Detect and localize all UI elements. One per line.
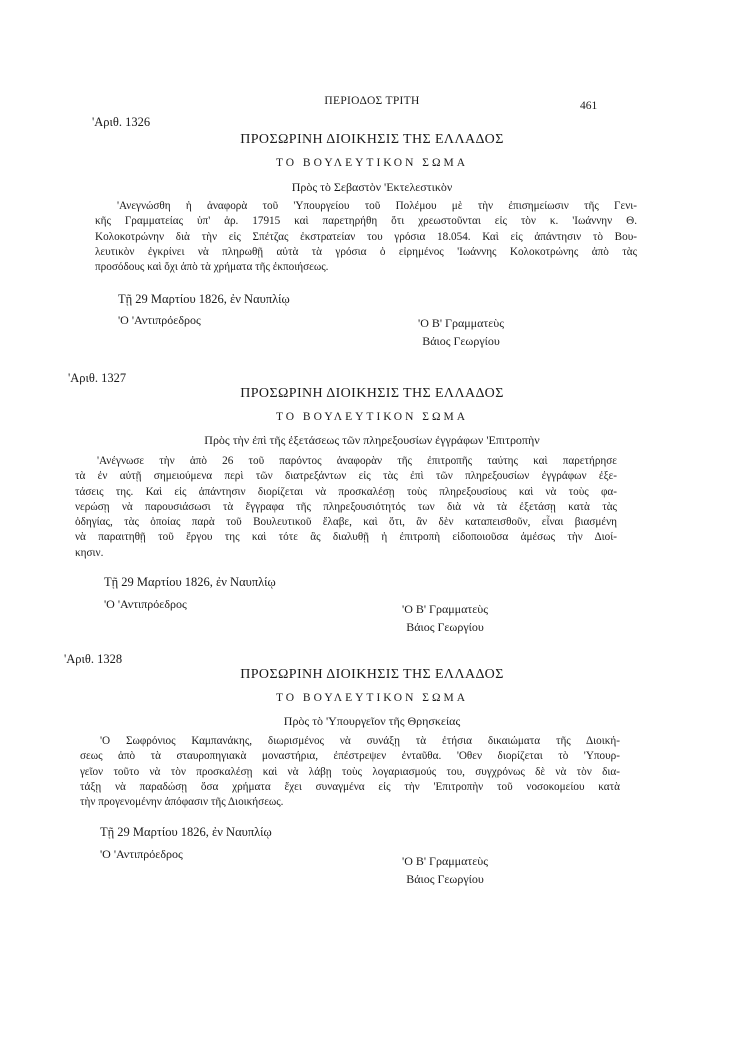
document-number: 'Αριθ. 1327 bbox=[68, 371, 127, 385]
secretary-name: Βάιος Γεωργίου bbox=[422, 334, 500, 348]
body-line: προσόδους καὶ ὄχι ἀπὸ τὰ χρήματα τῆς ἐκποιήσεως. bbox=[95, 261, 329, 274]
document-body bbox=[80, 734, 620, 810]
body-line: λευτικὸν ἐγκρίνει νὰ πληρωθῇ αὐτὰ τὰ γρόσια ὁ εἰρημένος 'Ιωάννης Κολοκοτρώνης ἀπὸ τὰς bbox=[95, 245, 637, 258]
document-addressee: Πρὸς τὴν ἐπὶ τῆς ἐξετάσεως τῶν πληρεξουσίων ἐγγράφων 'Επιτροπὴν bbox=[204, 433, 540, 447]
document-number: 'Αριθ. 1328 bbox=[64, 652, 123, 666]
secretary-title: 'Ο Β' Γραμματεὺς bbox=[418, 316, 504, 330]
body-line: 'Ανέγνωσε τὴν ἀπὸ 26 τοῦ παρόντος ἀναφορὰν τῆς ἐπιτροπῆς ταύτης καὶ παρετήρησε bbox=[97, 455, 617, 467]
document-addressee: Πρὸς τὸ 'Υπουργεῖον τῆς Θρησκείας bbox=[283, 714, 461, 728]
body-line: γεῖον τοῦτο νὰ τὸν προσκαλέσῃ καὶ νὰ λάβῃ τοὺς λογαριασμούς του, συγχρόνως δὲ νὰ τὸν δια- bbox=[80, 765, 620, 778]
secretary-name: Βάιος Γεωργίου bbox=[406, 620, 484, 634]
signature-vice-president: 'Ο 'Αντιπρόεδρος bbox=[104, 597, 187, 611]
document-subtitle: ΤΟ ΒΟΥΛΕΥΤΙΚΟΝ ΣΩΜΑ bbox=[275, 411, 469, 423]
secretary-title: 'Ο Β' Γραμματεὺς bbox=[402, 854, 488, 868]
body-line: 'Ανεγνώσθη ἡ ἀναφορὰ τοῦ 'Υπουργείου τοῦ Πολέμου μὲ τὴν ἐπισημείωσιν τῆς Γενι- bbox=[117, 200, 637, 212]
body-line: τάσεις της. Καὶ εἰς ἀπάντησιν διορίζεται νὰ προσκαλέσῃ τοὺς πληρεξουσίους καὶ νὰ τοὺς φα- bbox=[75, 485, 617, 498]
document-body bbox=[95, 199, 637, 275]
secretary-title: 'Ο Β' Γραμματεὺς bbox=[402, 602, 488, 616]
signature-vice-president: 'Ο 'Αντιπρόεδρος bbox=[100, 847, 183, 861]
document-subtitle: ΤΟ ΒΟΥΛΕΥΤΙΚΟΝ ΣΩΜΑ bbox=[275, 157, 469, 169]
document-body bbox=[75, 454, 617, 561]
body-line: σεως ἀπὸ τὰ σταυροπηγιακὰ μοναστήρια, ἐπέστρεψεν ἐνταῦθα. 'Οθεν διορίζεται τὸ 'Υπουρ- bbox=[80, 750, 620, 763]
document-title: ΠΡΟΣΩΡΙΝΗ ΔΙΟΙΚΗΣΙΣ ΤΗΣ ΕΛΛΑΔΟΣ bbox=[240, 132, 504, 147]
body-line: κῆς Γραμματείας ὑπ' ἀρ. 17915 καὶ παρετηρήθη ὅτι χρεωστοῦνται εἰς τὸν κ. 'Ιωάννην Θ. bbox=[95, 215, 637, 228]
running-head: ΠΕΡΙΟΔΟΣ ΤΡΙΤΗ bbox=[324, 95, 420, 107]
document-date: Τῇ 29 Μαρτίου 1826, ἐν Ναυπλίῳ bbox=[118, 292, 290, 306]
document-title: ΠΡΟΣΩΡΙΝΗ ΔΙΟΙΚΗΣΙΣ ΤΗΣ ΕΛΛΑΔΟΣ bbox=[240, 386, 504, 401]
document-number: 'Αριθ. 1326 bbox=[92, 115, 151, 129]
signature-secretary bbox=[380, 600, 510, 636]
body-line: τὴν προγενομένην ἀπόφασιν τῆς Διοικήσεως. bbox=[80, 796, 284, 809]
document-date: Τῇ 29 Μαρτίου 1826, ἐν Ναυπλίῳ bbox=[100, 825, 272, 839]
signature-secretary bbox=[380, 852, 510, 888]
body-line: νερώσῃ νὰ παρουσιάσωσι τὰ ἔγγραφα τῆς πληρεξουσιότητός των διὰ νὰ τὰ ἐξετάσῃ κατὰ τὰς bbox=[75, 500, 617, 513]
body-line: ὁδηγίας, τὰς ὁποίας παρὰ τοῦ Βουλευτικοῦ ἔλαβε, καὶ ὅτι, ἂν δὲν καταπεισθοῦν, εἶναι βιασμένη bbox=[75, 516, 617, 529]
document-title: ΠΡΟΣΩΡΙΝΗ ΔΙΟΙΚΗΣΙΣ ΤΗΣ ΕΛΛΑΔΟΣ bbox=[240, 667, 504, 682]
body-line: τὰ ἐν αὐτῇ σημειούμενα περὶ τῶν διατρεξάντων εἰς τὰς ἐπὶ τῶν πληρεξουσίων ἐγγράφων ἐξε- bbox=[75, 470, 617, 483]
secretary-name: Βάιος Γεωργίου bbox=[406, 872, 484, 886]
signature-vice-president: 'Ο 'Αντιπρόεδρος bbox=[118, 313, 201, 327]
body-line: 'Ο Σωφρόνιος Καμπανάκης, διωρισμένος νὰ συνάξῃ τὰ ἐτήσια δικαιώματα τῆς Διοική- bbox=[100, 735, 620, 747]
body-line: νὰ παραιτηθῇ τοῦ ἔργου της καὶ τότε ἂς διαλυθῇ ἡ ἐπιτροπὴ εἰδοποιοῦσα ἀμέσως τὴν Διοί- bbox=[75, 531, 617, 544]
document-subtitle: ΤΟ ΒΟΥΛΕΥΤΙΚΟΝ ΣΩΜΑ bbox=[275, 692, 469, 704]
page-number: 461 bbox=[580, 100, 598, 112]
document-date: Τῇ 29 Μαρτίου 1826, ἐν Ναυπλίῳ bbox=[104, 575, 276, 589]
body-line: κησιν. bbox=[75, 546, 104, 559]
document-addressee: Πρὸς τὸ Σεβαστὸν 'Εκτελεστικὸν bbox=[291, 180, 453, 194]
body-line: τάξῃ νὰ παραδώσῃ ὅσα χρήματα ἔχει συναγμένα εἰς τὴν 'Επιτροπὴν τοῦ νοσοκομείου κατὰ bbox=[80, 780, 620, 793]
signature-secretary bbox=[396, 314, 526, 350]
body-line: Κολοκοτρώνην διὰ τὴν εἰς Σπέτζας ἐκστρατείαν του γρόσια 18.054. Καὶ εἰς ἀπάντησιν τὸ Βου- bbox=[95, 230, 637, 243]
